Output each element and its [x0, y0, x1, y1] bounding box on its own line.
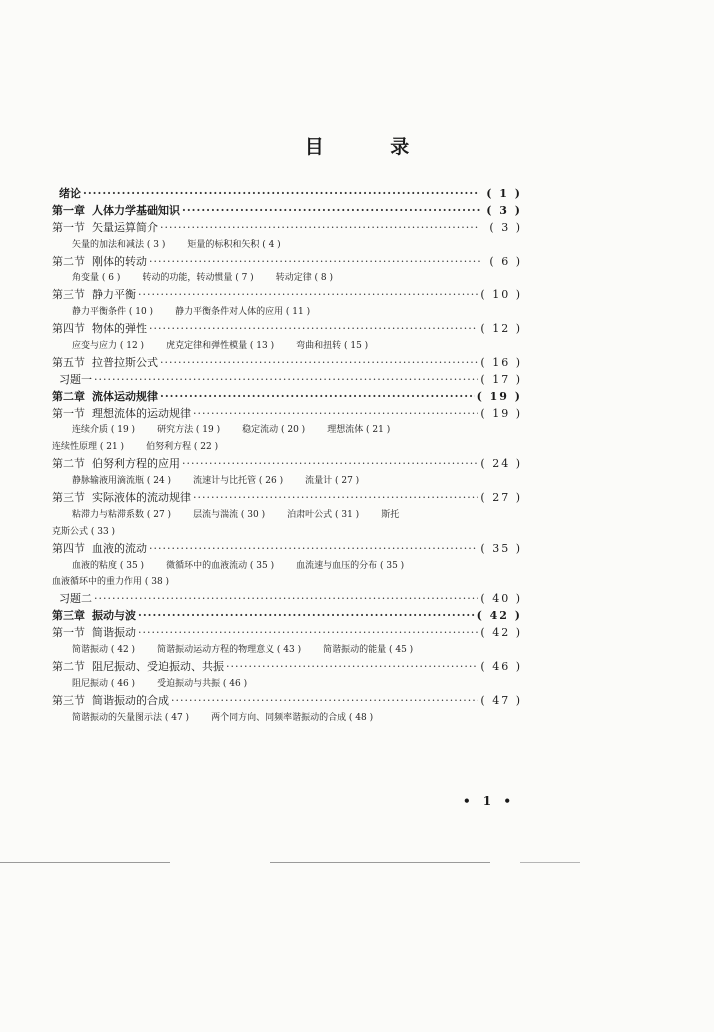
leader-dots [149, 321, 478, 338]
subitem: 转动的功能，转动惯量 ( 7 ) [142, 273, 254, 284]
toc-entry-intro [52, 186, 522, 203]
entry-section: 第一节 [52, 406, 85, 420]
entry-section: 第二章 [52, 389, 85, 403]
subitem: 简谐振动的矢量图示法 ( 47 ) [72, 712, 190, 723]
subitem: 两个同方向、同频率谐振动的合成 ( 48 ) [211, 712, 374, 723]
entry-title: 振动与波 [92, 609, 136, 623]
leader-dots [149, 254, 480, 271]
leader-dots [83, 186, 480, 203]
subitem: 受迫振动与共振 ( 46 ) [157, 678, 248, 689]
entry-title: 流体运动规律 [92, 389, 158, 403]
toc-subitems [52, 304, 522, 321]
entry-page: ( 24 ) [480, 457, 522, 471]
entry-page: ( 19 ) [476, 389, 522, 403]
toc-subitems [52, 237, 522, 254]
entry-title: 拉普拉斯公式 [92, 355, 158, 369]
leader-dots [182, 456, 478, 473]
leader-dots [94, 372, 478, 389]
entry-page: ( 3 ) [489, 220, 522, 234]
toc-entry [52, 659, 522, 676]
toc-entry [52, 321, 522, 338]
entry-section: 第二节 [52, 659, 85, 673]
toc-entry [52, 254, 522, 271]
subitem: 伯努利方程 ( 22 ) [146, 442, 219, 453]
subitem: 角变量 ( 6 ) [72, 273, 121, 284]
toc-subitems [52, 642, 522, 659]
subitem: 弯曲和扭转 ( 15 ) [296, 341, 369, 352]
entry-section: 第一节 [52, 626, 85, 640]
subitem: 转动定律 ( 8 ) [275, 273, 334, 284]
toc-subitems [52, 676, 522, 693]
entry-page: ( 3 ) [486, 203, 522, 217]
entry-section: 第三节 [52, 693, 85, 707]
entry-page: ( 47 ) [480, 693, 522, 707]
leader-dots [182, 203, 480, 220]
leader-dots [193, 490, 478, 507]
subitem: 稳定流动 ( 20 ) [242, 425, 306, 436]
entry-page: ( 35 ) [480, 541, 522, 555]
entry-section: 第四节 [52, 541, 85, 555]
entry-section: 第三节 [52, 491, 85, 505]
entry-title: 实际液体的流动规律 [92, 491, 191, 505]
leader-dots [160, 220, 480, 237]
toc-entry [52, 220, 522, 237]
entry-page: ( 40 ) [480, 592, 522, 606]
entry-title: 矢量运算简介 [92, 220, 158, 234]
scan-edge-line [0, 862, 170, 863]
subitem: 连续性原理 ( 21 ) [52, 442, 125, 453]
entry-page: ( 10 ) [480, 288, 522, 302]
entry-page: ( 27 ) [480, 491, 522, 505]
entry-title: 简谐振动的合成 [92, 693, 169, 707]
toc-entry [52, 456, 522, 473]
entry-title: 习题二 [59, 592, 92, 606]
leader-dots [226, 659, 478, 676]
toc-subitems [52, 710, 522, 727]
subitem: 泊肃叶公式 ( 31 ) [287, 509, 360, 520]
toc-subitems [52, 270, 522, 287]
leader-dots [193, 406, 478, 423]
toc-entry-chapter-3 [52, 608, 522, 625]
table-of-contents [52, 186, 522, 727]
entry-title: 血液的流动 [92, 541, 147, 555]
entry-page: ( 12 ) [480, 322, 522, 336]
entry-page: ( 42 ) [480, 626, 522, 640]
leader-dots [171, 693, 478, 710]
subitem: 血液的粘度 ( 35 ) [72, 560, 145, 571]
subitem: 静脉输液用滴流瓶 ( 24 ) [72, 476, 172, 487]
entry-page: ( 17 ) [480, 372, 522, 386]
toc-subitems [52, 422, 522, 439]
leader-dots [160, 355, 478, 372]
entry-section: 第三节 [52, 288, 85, 302]
toc-entry-exercises [52, 372, 522, 389]
leader-dots [138, 287, 478, 304]
subitem: 层流与湍流 ( 30 ) [193, 509, 266, 520]
toc-entry [52, 406, 522, 423]
subitem: 理想流体 ( 21 ) [327, 425, 391, 436]
entry-section: 第一节 [52, 220, 85, 234]
page-number: • 1 • [462, 794, 515, 808]
subitem: 流速计与比托管 ( 26 ) [193, 476, 284, 487]
toc-entry-chapter-1 [52, 203, 522, 220]
subitem: 连续介质 ( 19 ) [72, 425, 136, 436]
subitem: 简谐振动 ( 42 ) [72, 645, 136, 656]
scan-edge-line [520, 862, 580, 863]
entry-page: ( 46 ) [480, 659, 522, 673]
toc-subitems [52, 507, 522, 524]
toc-subitems [52, 574, 522, 591]
subitem: 阻尼振动 ( 46 ) [72, 678, 136, 689]
subitem: 微循环中的血液流动 ( 35 ) [166, 560, 275, 571]
entry-page: ( 42 ) [476, 609, 522, 623]
toc-entry [52, 355, 522, 372]
leader-dots [138, 625, 478, 642]
subitem: 克斯公式 ( 33 ) [52, 526, 116, 537]
entry-page: ( 1 ) [486, 187, 522, 200]
toc-entry-chapter-2 [52, 389, 522, 406]
entry-section: 第五节 [52, 355, 85, 369]
toc-entry [52, 625, 522, 642]
subitem: 研究方法 ( 19 ) [157, 425, 221, 436]
subitem: 简谐振动的能量 ( 45 ) [323, 645, 414, 656]
entry-section: 第四节 [52, 322, 85, 336]
leader-dots [94, 591, 478, 608]
leader-dots [138, 608, 475, 625]
entry-section: 第三章 [52, 609, 85, 623]
subitem: 矢量的加法和减法 ( 3 ) [72, 239, 166, 250]
toc-subitems [52, 524, 522, 541]
subitem: 流量计 ( 27 ) [305, 476, 360, 487]
toc-subitems [52, 473, 522, 490]
subitem: 应变与应力 ( 12 ) [72, 341, 145, 352]
toc-subitems [52, 338, 522, 355]
entry-title: 阻尼振动、受迫振动、共振 [92, 659, 224, 673]
toc-subitems [52, 439, 522, 456]
entry-section: 第二节 [52, 254, 85, 268]
subitem: 简谐振动运动方程的物理意义 ( 43 ) [157, 645, 302, 656]
toc-entry [52, 287, 522, 304]
leader-dots [149, 541, 478, 558]
subitem: 静力平衡条件对人体的应用 ( 11 ) [175, 307, 311, 318]
subitem: 斯托 [381, 509, 400, 520]
subitem: 静力平衡条件 ( 10 ) [72, 307, 154, 318]
subitem: 粘滞力与粘滞系数 ( 27 ) [72, 509, 172, 520]
toc-entry [52, 541, 522, 558]
toc-subitems [52, 558, 522, 575]
subitem: 血流速与血压的分布 ( 35 ) [296, 560, 405, 571]
entry-title: 伯努利方程的应用 [92, 457, 180, 471]
entry-title: 习题一 [59, 372, 92, 386]
toc-entry [52, 490, 522, 507]
entry-page: ( 19 ) [480, 406, 522, 420]
entry-title: 绪论 [59, 187, 81, 200]
entry-title: 简谐振动 [92, 626, 136, 640]
toc-entry-exercises [52, 591, 522, 608]
entry-title: 静力平衡 [92, 288, 136, 302]
scan-edge-line [270, 862, 490, 863]
subitem: 虎克定律和弹性模量 ( 13 ) [166, 341, 275, 352]
toc-entry [52, 693, 522, 710]
entry-page: ( 6 ) [489, 254, 522, 268]
entry-section: 第二节 [52, 457, 85, 471]
leader-dots [160, 389, 475, 406]
subitem: 血液循环中的重力作用 ( 38 ) [52, 577, 170, 588]
entry-title: 刚体的转动 [92, 254, 147, 268]
entry-title: 人体力学基础知识 [92, 203, 180, 217]
subitem: 矩量的标积和矢积 ( 4 ) [187, 239, 281, 250]
entry-title: 理想流体的运动规律 [92, 406, 191, 420]
entry-section: 第一章 [52, 203, 85, 217]
entry-page: ( 16 ) [480, 355, 522, 369]
entry-title: 物体的弹性 [92, 322, 147, 336]
page-title: 目 录 [304, 136, 440, 158]
